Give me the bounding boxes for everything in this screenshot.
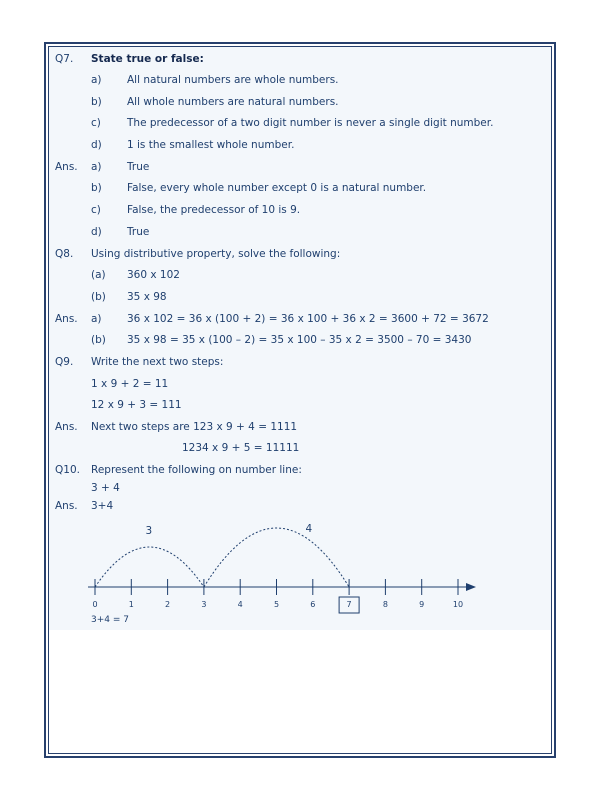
q9-answer-line-2: 1234 x 9 + 5 = 11111	[182, 442, 300, 454]
q7-answer-d-label: d)	[91, 226, 102, 238]
q8-item-b-label: (b)	[91, 291, 106, 303]
q7-answer-c-text: False, the predecessor of 10 is 9.	[127, 204, 301, 216]
q10-title: Represent the following on number line:	[91, 464, 302, 476]
q9-title: Write the next two steps:	[91, 356, 224, 368]
q9-answer-prefix: Ans.	[55, 421, 78, 433]
q8-number: Q8.	[55, 248, 74, 260]
q7-answer-b-label: b)	[91, 182, 102, 194]
q7-title: State true or false:	[91, 53, 204, 65]
q9-number: Q9.	[55, 356, 74, 368]
q10-answer-prefix: Ans.	[55, 500, 78, 512]
q8-answer-b-text: 35 x 98 = 35 x (100 – 2) = 35 x 100 – 35 x 2 = 3500 – 70 = 3430	[127, 334, 472, 346]
q10-number: Q10.	[55, 464, 80, 476]
number-line-arrow-head	[466, 583, 476, 591]
q7-item-d-text: 1 is the smallest whole number.	[127, 139, 295, 151]
q7-number: Q7.	[55, 53, 74, 65]
tick-label: 1	[128, 600, 134, 609]
q8-item-a-text: 360 x 102	[127, 269, 180, 281]
q7-item-a-label: a)	[91, 74, 102, 86]
jump-label-first: 3	[145, 525, 153, 537]
q8-answer-prefix: Ans.	[55, 313, 78, 325]
q10-result-caption: 3+4 = 7	[91, 615, 129, 625]
q8-answer-a-text: 36 x 102 = 36 x (100 + 2) = 36 x 100 + 36 x 2 = 3600 + 72 = 3672	[127, 313, 489, 325]
tick-label: 0	[92, 600, 98, 609]
number-line-tick-labels	[92, 600, 463, 609]
q7-answer-a-label: a)	[91, 161, 102, 173]
tick-label: 3	[201, 600, 207, 609]
tick-label: 10	[452, 600, 464, 609]
tick-label: 8	[382, 600, 388, 609]
tick-label: 9	[419, 600, 425, 609]
q10-expression: 3 + 4	[91, 482, 120, 494]
q7-answer-a-text: True	[127, 161, 150, 173]
q8-item-a-label: (a)	[91, 269, 106, 281]
q7-item-c-label: c)	[91, 117, 101, 129]
q8-title: Using distributive property, solve the following:	[91, 248, 341, 260]
q8-item-b-text: 35 x 98	[127, 291, 167, 303]
q7-answer-d-text: True	[127, 226, 150, 238]
jump-arc-first	[95, 547, 204, 587]
q9-answer-line-1: Next two steps are 123 x 9 + 4 = 1111	[91, 421, 298, 433]
q7-item-d-label: d)	[91, 139, 102, 151]
q7-item-a-text: All natural numbers are whole numbers.	[127, 74, 339, 86]
q7-item-b-label: b)	[91, 96, 102, 108]
tick-label: 4	[237, 600, 243, 609]
tick-label: 2	[165, 600, 171, 609]
tick-label: 6	[310, 600, 316, 609]
q10-answer: 3+4	[91, 500, 114, 512]
tick-label: 5	[273, 600, 280, 609]
q7-answer-c-label: c)	[91, 204, 101, 216]
q7-answer-b-text: False, every whole number except 0 is a natural number.	[127, 182, 427, 194]
jump-label-second: 4	[305, 523, 313, 535]
q8-answer-a-label: a)	[91, 313, 102, 325]
jump-arc-second	[204, 528, 349, 587]
q7-item-b-text: All whole numbers are natural numbers.	[127, 96, 339, 108]
q8-answer-b-label: (b)	[91, 334, 106, 346]
tick-label: 7	[346, 600, 352, 609]
q7-item-c-text: The predecessor of a two digit number is never a single digit number.	[127, 117, 494, 129]
q9-line-2: 12 x 9 + 3 = 111	[91, 399, 182, 411]
q7-answer-prefix: Ans.	[55, 161, 78, 173]
q9-line-1: 1 x 9 + 2 = 11	[91, 378, 169, 390]
